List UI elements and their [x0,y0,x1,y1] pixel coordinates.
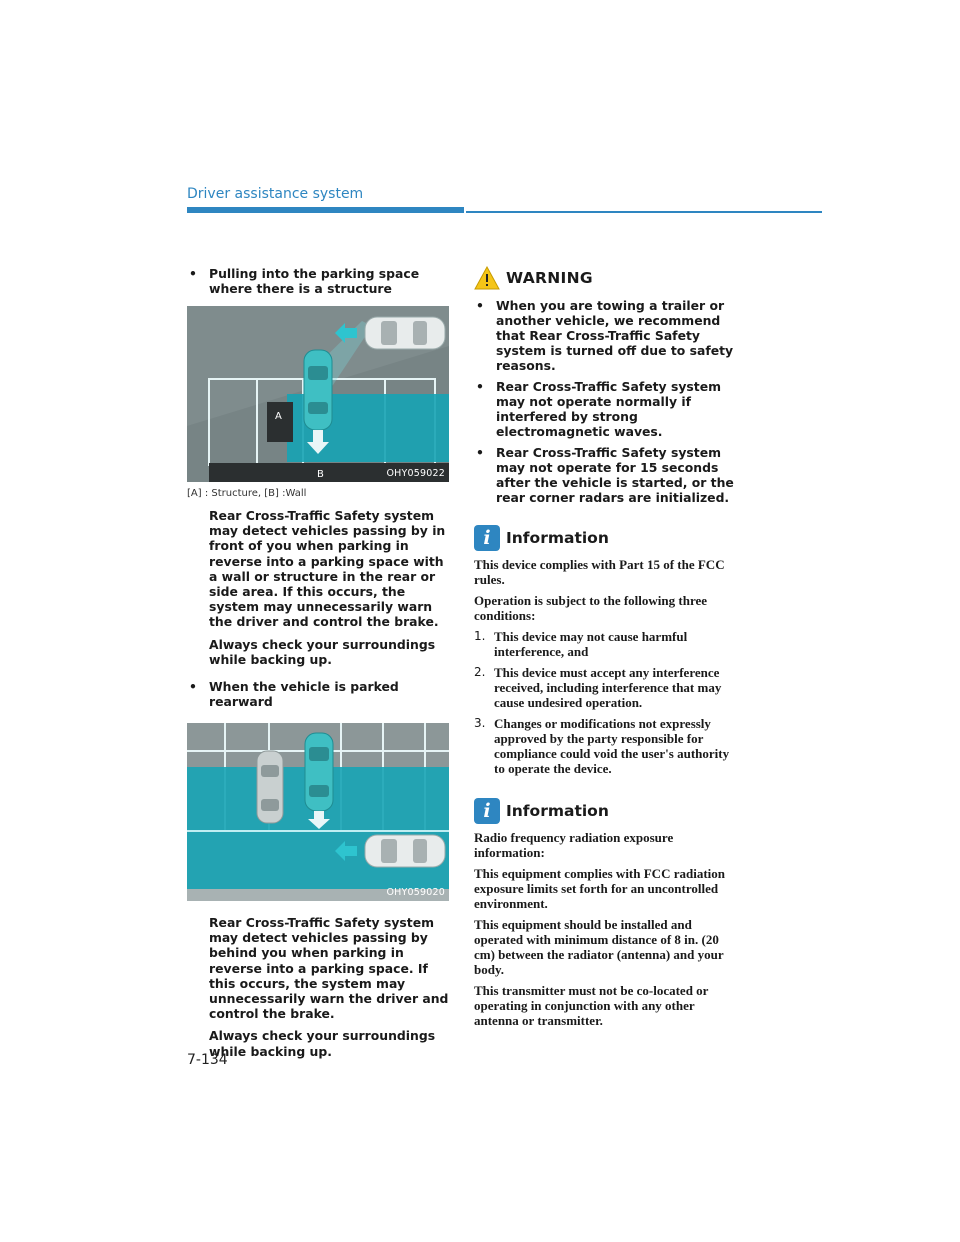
figure-rearward-parking [187,723,449,901]
section-title: Driver assistance system [187,186,364,202]
info-paragraph: This equipment should be installed and operated with minimum distance of 8 in. (20 cm) between the radiator (antenna) and your body. [474,917,724,977]
warning-title: WARNING [506,269,593,287]
figure-code: OHY059020 [386,887,445,899]
warning-text: When you are towing a trailer or another vehicle, we recommend that Rear Cross-Traffic Safety system is turned off due to safety reasons. [496,298,734,373]
info-paragraph: This transmitter must not be co-located or operating in conjunction with any other antenna or transmitter. [474,983,709,1028]
bullet-dot: • [476,445,484,460]
warning-text: Rear Cross-Traffic Safety system may not operate normally if interfered by strong electromagnetic waves. [496,379,722,439]
warning-header [474,266,736,290]
numbered-item [474,716,736,776]
warning-text: Rear Cross-Traffic Safety system may not operate for 15 seconds after the vehicle is started, or the rear corner radars are initialized. [496,445,734,505]
paragraph: Always check your surroundings while backing up. [209,1028,436,1059]
item-text: This device may not cause harmful interference, and [494,629,688,659]
paragraph: Always check your surroundings while backing up. [209,636,436,667]
info-paragraph: Operation is subject to the following three conditions: [474,593,708,623]
warning-item [474,445,736,505]
warning-item [474,298,736,373]
label-a: A [275,411,282,422]
numbered-item [474,665,736,710]
label-b: B [317,469,324,480]
item-number: 1. [474,629,486,643]
figure-caption: [A] : Structure, [B] :Wall [187,488,307,499]
item-number: 2. [474,665,486,679]
info-paragraph: This equipment complies with FCC radiation exposure limits set forth for an uncontrolled environment. [474,866,725,911]
bullet-dot: • [476,379,484,394]
bullet-item [187,679,449,709]
bullet-dot: • [189,679,197,695]
paragraph: Rear Cross-Traffic Safety system may detect vehicles passing by behind you when parking in reverse into a parking space. If this occurs, the system may unnecessarily warn the driver and control the brake. [209,915,449,1022]
paragraph: Rear Cross-Traffic Safety system may detect vehicles passing by in front of you when parking in reverse into a parking space with a wall or structure in the rear or side area. If this occurs, the system may unnecessarily warn the driver and control the brake. [209,508,446,630]
figure-code: OHY059022 [386,468,445,479]
info-paragraph: Radio frequency radiation exposure information: [474,830,674,860]
page-number: 7-134 [187,1052,228,1068]
warning-item [474,379,736,439]
info-header [474,525,736,551]
info-header [474,798,736,824]
bullet-text: Pulling into the parking space where there is a structure [209,266,420,296]
info-icon: i [474,798,500,824]
parking-illustration-2 [187,723,449,901]
info-paragraph: This device complies with Part 15 of the FCC rules. [474,557,725,587]
header-accent-bar [187,207,464,213]
bullet-dot: • [476,298,484,313]
warning-triangle-icon [474,266,500,290]
right-column [474,266,736,1034]
info-title: Information [506,529,609,547]
numbered-item [474,629,736,659]
header-rule [466,211,822,213]
item-text: Changes or modifications not expressly approved by the party responsible for compliance could void the user's authority to operate the device. [494,716,730,776]
bullet-dot: • [189,266,197,281]
parking-illustration-1 [187,306,449,482]
info-icon: i [474,525,500,551]
bullet-item [187,266,449,296]
info-title: Information [506,802,609,820]
figure-structure-parking [187,306,449,482]
item-text: This device must accept any interference received, including interference that may cause undesired operation. [494,665,722,710]
left-column [187,266,449,1066]
item-number: 3. [474,716,486,730]
bullet-text: When the vehicle is parked rearward [209,679,399,710]
